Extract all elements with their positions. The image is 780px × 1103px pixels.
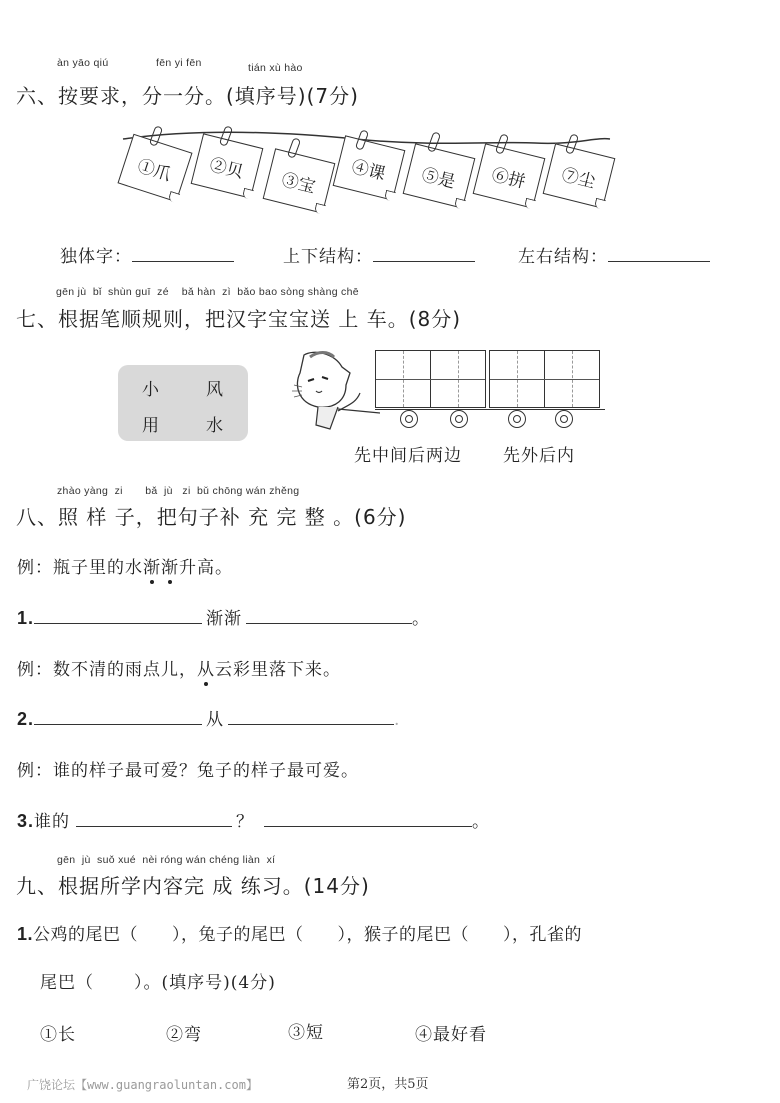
option-4: ④最好看 [415,1025,487,1045]
answer-blank-8-1a[interactable] [34,606,202,624]
cat-illustration [288,345,380,435]
section6-title: 六、按要求，分一分。(填序号)(7分) [16,84,359,108]
page-indicator: 第2页，共5页 [347,1077,429,1092]
character-card-5: ⑤是 [403,143,476,208]
question-8-1: 1. 渐渐 。 [17,608,431,629]
word-yong[interactable]: 用 [142,416,159,436]
rule-middle-first: 先中间后两边 [354,446,462,466]
answer-blank-top-bottom[interactable] [373,244,475,262]
example-2: 例：数不清的雨点儿，从云彩里落下来。 [17,655,341,680]
option-3: ③短 [288,1023,324,1043]
character-card-7: ⑦尘 [543,143,616,208]
wheel-icon [450,410,468,428]
section7-title: 七、根据笔顺规则，把汉字宝宝送 上 车。(8分) [16,307,462,331]
section8-title: 八、照 样 子，把句子补 充 完 整 。(6分) [16,505,407,529]
section8-pinyin: zhào yàng zi bǎ jù zi bǔ chōng wán zhěng [57,485,300,497]
train-wagon-2[interactable] [489,350,600,408]
example-3: 例：谁的样子最可爱？兔子的样子最可爱。 [17,761,359,781]
answer-blank-single[interactable] [132,244,234,262]
question-8-2: 2. 从 . [17,709,401,730]
answer-blank-8-3b[interactable] [264,809,472,827]
category-left-right: 左右结构： [518,242,710,267]
answer-blank-8-1b[interactable] [246,606,412,624]
example-1: 例：瓶子里的水渐渐升高。 [17,553,233,578]
section6-pinyin-1: àn yāo qiú [57,57,109,69]
character-card-6: ⑥拼 [473,143,546,208]
section7-pinyin: gēn jù bǐ shùn guī zé bǎ hàn zì bǎo bao sòng shàng chē [56,286,359,298]
question-8-3: 3.谁的 ？ 。 [17,811,491,832]
section9-title: 九、根据所学内容完 成 练习。(14分) [16,874,370,898]
character-card-2: ②贝 [191,133,264,198]
answer-paren-monkey[interactable] [469,922,503,940]
section6-pinyin-2: fēn yi fēn [156,57,202,69]
rule-outside-first: 先外后内 [503,446,575,466]
question-9-1-line1: 1.公鸡的尾巴（ ），兔子的尾巴（ ），猴子的尾巴（ ），孔雀的 [17,924,583,945]
wheel-icon [555,410,573,428]
character-card-4: ④课 [333,135,406,200]
answer-paren-peacock[interactable] [94,970,134,988]
answer-paren-rooster[interactable] [138,922,172,940]
wheel-icon [400,410,418,428]
wheel-icon [508,410,526,428]
character-card-3: ③宝 [263,148,336,213]
answer-blank-8-2b[interactable] [228,707,394,725]
question-9-1-line2: 尾巴（ ）。(填序号)(4分) [40,968,276,993]
word-xiao[interactable]: 小 [142,380,159,400]
section9-pinyin: gēn jù suǒ xué nèi róng wán chéng liàn xí [57,854,276,866]
option-1: ①长 [40,1025,76,1045]
category-single-structure: 独体字： [60,242,234,267]
watermark: 广饶论坛【www.guangraoluntan.com】 [27,1078,258,1092]
section6-pinyin-3: tián xù hào [248,62,303,74]
answer-paren-rabbit[interactable] [304,922,338,940]
option-2: ②弯 [166,1025,202,1045]
answer-blank-8-2a[interactable] [34,707,202,725]
answer-blank-left-right[interactable] [608,244,710,262]
word-box [118,365,248,441]
answer-blank-8-3a[interactable] [76,809,232,827]
train-wagon-1[interactable] [375,350,486,408]
character-card-1: ①爪 [117,134,192,203]
word-feng[interactable]: 风 [206,380,223,400]
category-top-bottom: 上下结构： [283,242,475,267]
word-shui[interactable]: 水 [206,416,223,436]
